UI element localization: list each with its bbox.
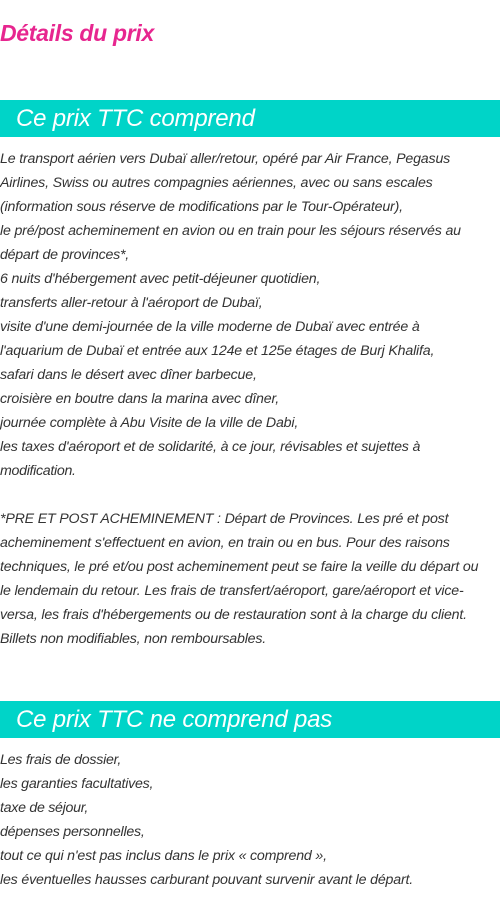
excluded-line: dépenses personnelles, [0, 824, 145, 840]
included-line: croisière en boutre dans la marina avec dîner, [0, 391, 279, 407]
included-line: les taxes d'aéroport et de solidarité, à ce jour, révisables et sujettes à [0, 439, 421, 455]
included-line: le pré/post acheminement en avion ou en train pour les séjours réservés au [0, 223, 461, 239]
included-line: visite d'une demi-journée de la ville moderne de Dubaï avec entrée à [0, 319, 420, 335]
included-line: Airlines, Swiss ou autres compagnies aériennes, avec ou sans escales [0, 175, 433, 191]
included-line: l'aquarium de Dubaï et entrée aux 124e et 125e étages de Burj Khalifa, [0, 343, 435, 359]
included-list [0, 147, 500, 483]
included-line: journée complète à Abu Visite de la ville de Dabi, [0, 415, 299, 431]
note-line: acheminement s'effectuent en avion, en train ou en bus. Pour des raisons [0, 535, 450, 551]
excluded-line: les garanties facultatives, [0, 776, 154, 792]
note-line: Billets non modifiables, non remboursables. [0, 631, 266, 647]
page-title: Détails du prix [0, 20, 154, 46]
included-section-header: Ce prix TTC comprend [0, 100, 500, 137]
pre-post-transport-note [0, 507, 500, 651]
included-line: départ de provinces*, [0, 247, 129, 263]
included-line: safari dans le désert avec dîner barbecue, [0, 367, 257, 383]
included-line: transferts aller-retour à l'aéroport de Dubaï, [0, 295, 263, 311]
note-line: versa, les frais d'hébergements ou de restauration sont à la charge du client. [0, 607, 467, 623]
included-line: (information sous réserve de modifications par le Tour-Opérateur), [0, 199, 403, 215]
excluded-line: les éventuelles hausses carburant pouvant survenir avant le départ. [0, 872, 414, 888]
excluded-line: taxe de séjour, [0, 800, 89, 816]
included-line: 6 nuits d'hébergement avec petit-déjeuner quotidien, [0, 271, 321, 287]
excluded-line: Les frais de dossier, [0, 752, 122, 768]
included-line: Le transport aérien vers Dubaï aller/retour, opéré par Air France, Pegasus [0, 151, 451, 167]
excluded-list [0, 748, 500, 892]
note-line: techniques, le pré et/ou post acheminement peut se faire la veille du départ ou [0, 559, 479, 575]
excluded-line: tout ce qui n'est pas inclus dans le prix « comprend », [0, 848, 327, 864]
excluded-section-header: Ce prix TTC ne comprend pas [0, 701, 500, 738]
note-line: le lendemain du retour. Les frais de transfert/aéroport, gare/aéroport et vice- [0, 583, 464, 599]
included-line: modification. [0, 463, 76, 479]
note-line: *PRE ET POST ACHEMINEMENT : Départ de Provinces. Les pré et post [0, 511, 449, 527]
